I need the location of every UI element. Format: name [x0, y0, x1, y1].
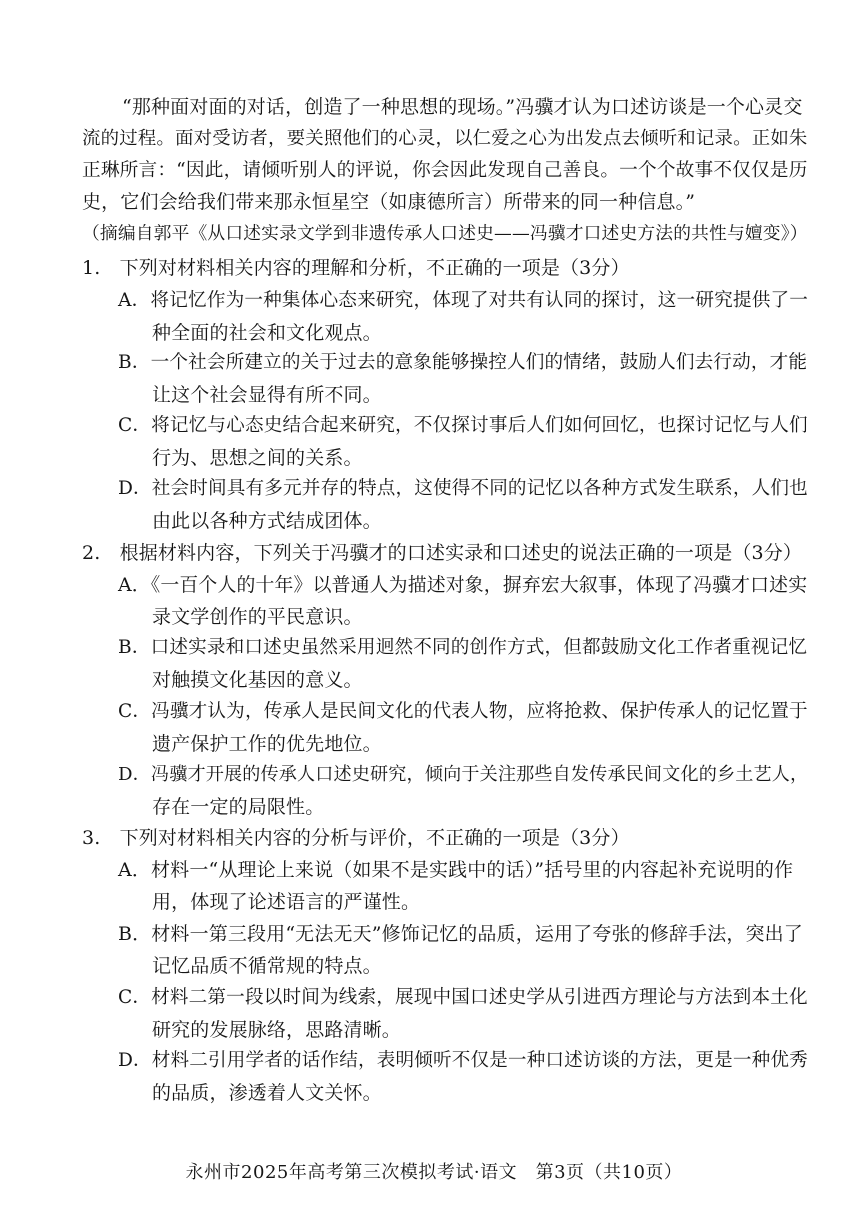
- q1-option-b-cont: 让这个社会显得有所不同。: [152, 384, 382, 406]
- q2-option-b-cont: 对触摸文化基因的意义。: [152, 669, 363, 691]
- q3-option-d: D．材料二引用学者的话作结，表明倾听不仅是一种口述访谈的方法，更是一种优秀: [118, 1050, 808, 1071]
- q3-option-a: A．材料一“从理论上来说（如果不是实践中的话）”括号里的内容起补充说明的作: [118, 859, 794, 881]
- q1-option-a: A．将记忆作为一种集体心态来研究，体现了对共有认同的探讨，这一研究提供了一: [118, 290, 809, 311]
- q3-option-d-cont: 的品质，渗透着人文关怀。: [152, 1082, 382, 1104]
- question-3-stem: 3. 下列对材料相关内容的分析与评价，不正确的一项是（3分）: [82, 827, 630, 849]
- question-1-stem: 1. 下列对材料相关内容的理解和分析，不正确的一项是（3分）: [82, 257, 630, 279]
- q2-option-c: C．冯骥才认为，传承人是民间文化的代表人物，应将抢救、保护传承人的记忆置于: [118, 701, 808, 722]
- q2-option-a: A．《一百个人的十年》以普通人为描述对象，摒弃宏大叙事，体现了冯骥才口述实: [118, 574, 808, 596]
- page-footer: 永州市2025年高考第三次模拟考试·语文 第3页（共10页）: [185, 1162, 683, 1183]
- q2-option-d: D．冯骥才开展的传承人口述史研究，倾向于关注那些自发传承民间文化的乡土艺人，: [118, 764, 809, 785]
- passage-line: 正琳所言：“因此，请倾听别人的评说，你会因此发现自己善良。一个个故事不仅仅是历: [82, 160, 808, 181]
- q2-option-a-cont: 录文学创作的平民意识。: [152, 606, 363, 628]
- q1-option-c-cont: 行为、思想之间的关系。: [152, 447, 363, 469]
- q1-option-b: B．一个社会所建立的关于过去的意象能够操控人们的情绪，鼓励人们去行动，才能: [118, 352, 808, 373]
- source-note: （摘编自郭平《从口述实录文学到非遗传承人口述史——冯骥才口述史方法的共性与嬗变》）: [82, 223, 808, 244]
- q2-option-b: B．口述实录和口述史虽然采用迥然不同的创作方式，但都鼓励文化工作者重视记忆: [118, 637, 808, 658]
- q1-option-a-cont: 种全面的社会和文化观点。: [152, 322, 382, 344]
- q1-option-d: D．社会时间具有多元并存的特点，这使得不同的记忆以各种方式发生联系，人们也: [118, 478, 808, 499]
- passage-line: 流的过程。面对受访者，要关照他们的心灵，以仁爱之心为出发点去倾听和记录。正如朱: [82, 128, 808, 149]
- q1-option-d-cont: 由此以各种方式结成团体。: [152, 510, 382, 532]
- q2-option-c-cont: 遗产保护工作的优先地位。: [152, 733, 382, 755]
- q3-option-c-cont: 研究的发展脉络，思路清晰。: [152, 1019, 401, 1041]
- q1-option-c: C．将记忆与心态史结合起来研究，不仅探讨事后人们如何回忆，也探讨记忆与人们: [118, 415, 808, 436]
- q3-option-b-cont: 记忆品质不循常规的特点。: [152, 955, 382, 977]
- q3-option-b: B．材料一第三段用“无法无天”修饰记忆的品质，运用了夸张的修辞手法，突出了: [118, 923, 803, 945]
- q3-option-a-cont: 用，体现了论述语言的严谨性。: [152, 891, 421, 913]
- question-2-stem: 2. 根据材料内容，下列关于冯骥才的口述实录和口述史的说法正确的一项是（3分）: [82, 542, 803, 564]
- q3-option-c: C．材料二第一段以时间为线索，展现中国口述史学从引进西方理论与方法到本土化: [118, 987, 808, 1008]
- q2-option-d-cont: 存在一定的局限性。: [152, 796, 325, 818]
- passage-line: “那种面对面的对话，创造了一种思想的现场。”冯骥才认为口述访谈是一个心灵交: [122, 96, 803, 118]
- passage-line: 史，它们会给我们带来那永恒星空（如康德所言）所带来的同一种信息。”: [82, 191, 696, 213]
